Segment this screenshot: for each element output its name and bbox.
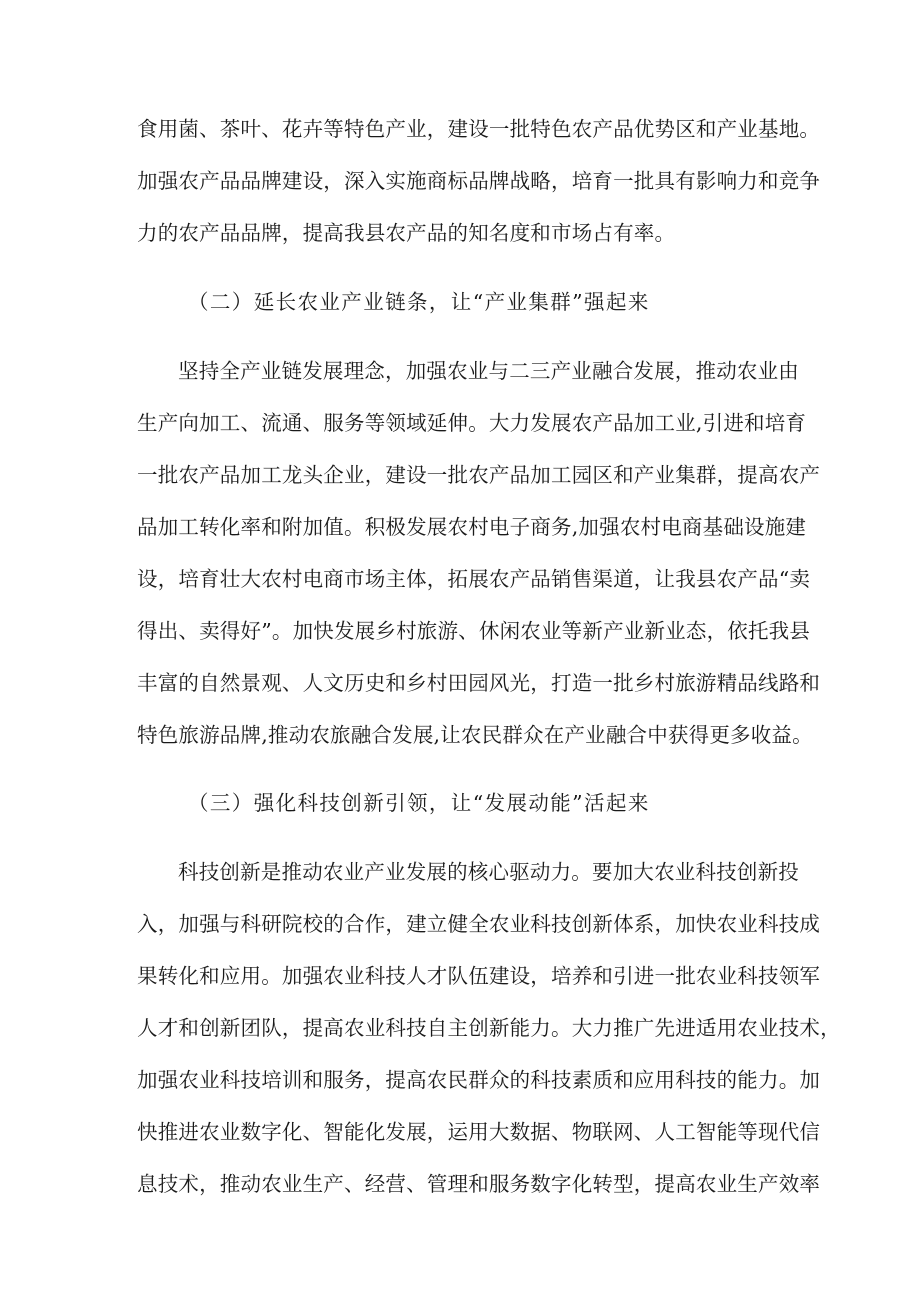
paragraph-line: 快推进农业数字化、智能化发展，运用大数据、物联网、人工智能等现代信 bbox=[137, 1120, 821, 1144]
paragraph-line: 特色旅游品牌,推动农旅融合发展,让农民群众在产业融合中获得更多收益。 bbox=[137, 723, 813, 747]
paragraph-line: 得出、卖得好”。加快发展乡村旅游、休闲农业等新产业新业态，依托我县 bbox=[137, 619, 811, 643]
paragraph-line: 品加工转化率和附加值。积极发展农村电子商务,加强农村电商基础设施建 bbox=[137, 515, 807, 539]
paragraph-line: 科技创新是推动农业产业发展的核心驱动力。要加大农业科技创新投 bbox=[178, 860, 799, 884]
paragraph-line: 果转化和应用。加强农业科技人才队伍建设，培养和引进一批农业科技领军 bbox=[137, 964, 821, 988]
paragraph-line: 加强农产品品牌建设，深入实施商标品牌战略，培育一批具有影响力和竞争 bbox=[137, 169, 821, 193]
paragraph-line: 加强农业科技培训和服务，提高农民群众的科技素质和应用科技的能力。加 bbox=[137, 1068, 821, 1092]
paragraph-line: 人才和创新团队，提高农业科技自主创新能力。大力推广先进适用农业技术， bbox=[137, 1016, 841, 1040]
paragraph-line: 入，加强与科研院校的合作，建立健全农业科技创新体系，加快农业科技成 bbox=[137, 912, 821, 936]
paragraph-line: 食用菌、茶叶、花卉等特色产业，建设一批特色农产品优势区和产业基地。 bbox=[137, 117, 821, 141]
paragraph-line: 一批农产品加工龙头企业，建设一批农产品加工园区和产业集群，提高农产 bbox=[137, 463, 821, 487]
paragraph-line: 息技术，推动农业生产、经营、管理和服务数字化转型，提高农业生产效率 bbox=[137, 1172, 821, 1196]
paragraph-line: 生产向加工、流通、服务等领域延伸。大力发展农产品加工业,引进和培育 bbox=[137, 411, 807, 435]
paragraph-line: 设，培育壮大农村电商市场主体，拓展农产品销售渠道，让我县农产品“卖 bbox=[137, 567, 811, 591]
paragraph-line: 丰富的自然景观、人文历史和乡村田园风光，打造一批乡村旅游精品线路和 bbox=[137, 671, 821, 695]
section-heading: （二）延长农业产业链条，让“产业集群”强起来 bbox=[188, 290, 650, 314]
section-heading: （三）强化科技创新引领，让“发展动能”活起来 bbox=[188, 791, 650, 815]
paragraph-line: 坚持全产业链发展理念，加强农业与二三产业融合发展，推动农业由 bbox=[178, 359, 799, 383]
paragraph-line: 力的农产品品牌，提高我县农产品的知名度和市场占有率。 bbox=[137, 221, 676, 245]
